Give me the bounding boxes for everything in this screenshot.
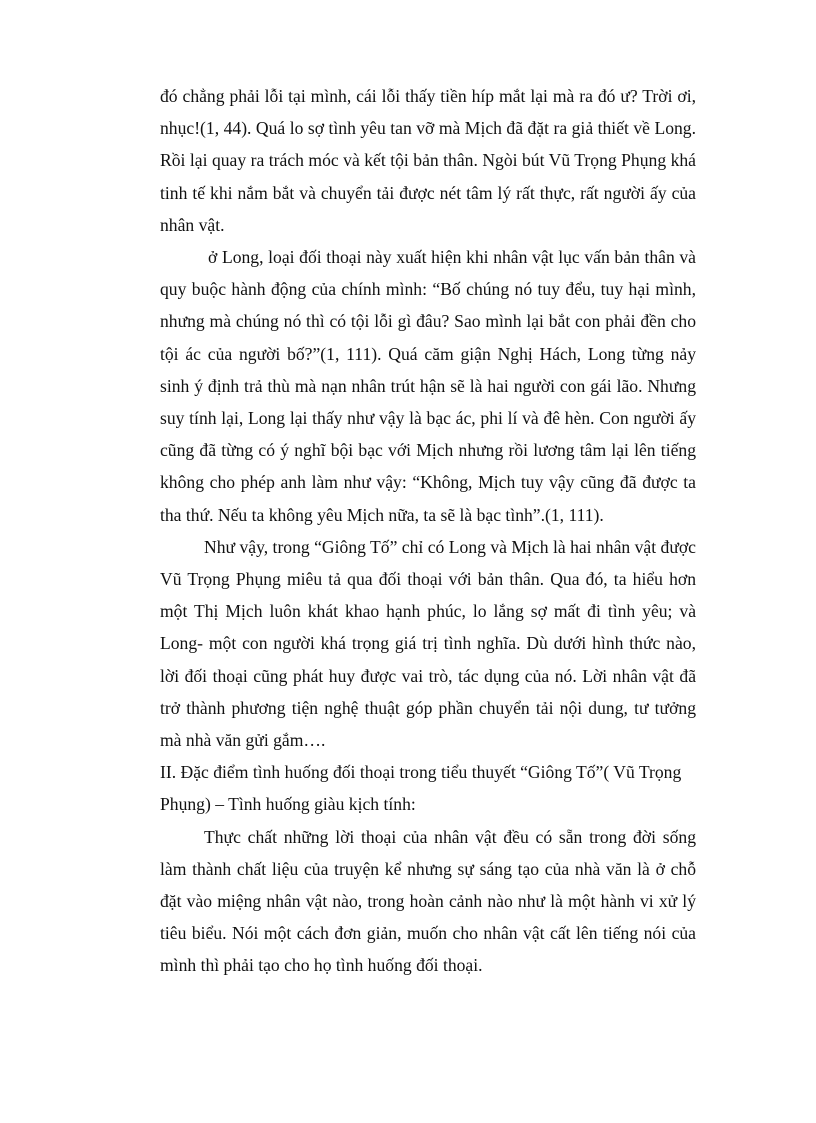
section-heading: II. Đặc điểm tình huống đối thoại trong tiểu thuyết “Giông Tố”( Vũ Trọng Phụng) – Tình huống giàu kịch tính: bbox=[160, 762, 682, 815]
paragraph-4: Thực chất những lời thoại của nhân vật đều có sẵn trong đời sống làm thành chất liệu của truyện kể nhưng sự sáng tạo của nhà văn là ở chỗ đặt vào miệng nhân vật nào, trong hoàn cảnh nào như là một hành vi xử lý tiêu biểu. Nói một cách đơn giản, muốn cho nhân vật cất lên tiếng nói của mình thì phải tạo cho họ tình huống đối thoại. bbox=[160, 826, 696, 976]
paragraph-3: Như vậy, trong “Giông Tố” chỉ có Long và Mịch là hai nhân vật được Vũ Trọng Phụng miêu tả qua đối thoại với bản thân. Qua đó, ta hiểu hơn một Thị Mịch luôn khát khao hạnh phúc, lo lắng sợ mất đi tình yêu; và Long- một con người khá trọng giá trị tình nghĩa. Dù dưới hình thức nào, lời đối thoại cũng phát huy được vai trò, tác dụng của nó. Lời nhân vật đã trở thành phương tiện nghệ thuật góp phần chuyển tải nội dung, tư tưởng mà nhà văn gửi gắm…. bbox=[160, 536, 696, 751]
document-page bbox=[160, 80, 696, 982]
paragraph-2: ở Long, loại đối thoại này xuất hiện khi nhân vật lục vấn bản thân và quy buộc hành động của chính mình: “Bố chúng nó tuy đểu, tuy hại mình, nhưng mà chúng nó thì có tội lỗi gì đâu? Sao mình lại bắt con phải đền cho tội ác của người bố?”(1, 111). Quá căm giận Nghị Hách, Long từng nảy sinh ý định trả thù mà nạn nhân trút hận sẽ là hai người con gái lão. Nhưng suy tính lại, Long lại thấy như vậy là bạc ác, phi lí và đê hèn. Con người ấy cũng đã từng có ý nghĩ bội bạc với Mịch nhưng rồi lương tâm lại lên tiếng không cho phép anh làm như vậy: “Không, Mịch tuy vậy cũng đã được ta tha thứ. Nếu ta không yêu Mịch nữa, ta sẽ là bạc tình”.(1, 111). bbox=[160, 247, 696, 525]
paragraph-1: đó chẳng phải lỗi tại mình, cái lỗi thấy tiền híp mắt lại mà ra đó ư? Trời ơi, nhục!(1, 44). Quá lo sợ tình yêu tan vỡ mà Mịch đã đặt ra giả thiết về Long. Rồi lại quay ra trách móc và kết tội bản thân. Ngòi bút Vũ Trọng Phụng khá tinh tế khi nắm bắt và chuyển tải được nét tâm lý rất thực, rất người ấy của nhân vật. bbox=[160, 86, 696, 235]
